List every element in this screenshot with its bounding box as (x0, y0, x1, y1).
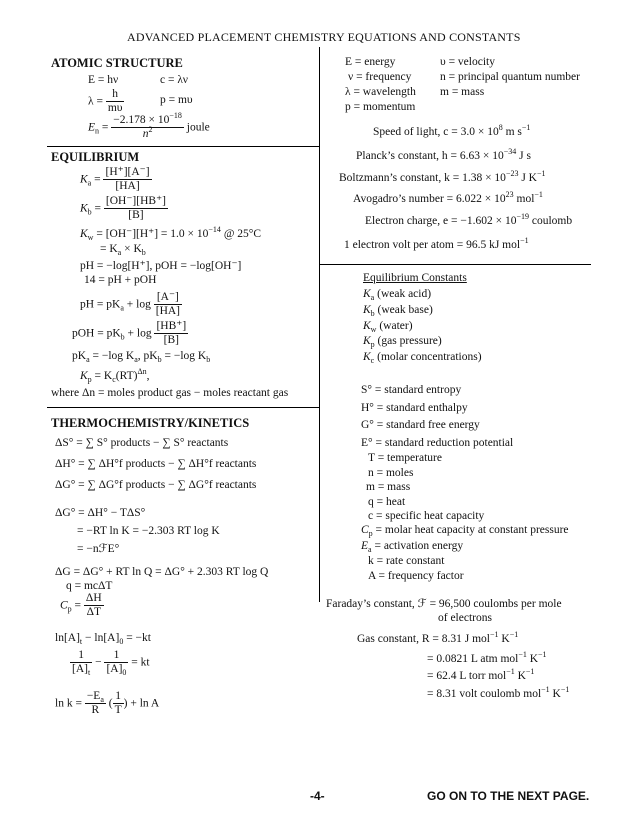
eq-kb: $K_b$ = $\frac{[OH^-][HB^+]}{[B]}$ (80, 195, 166, 222)
eq-cp: $C_p$ = $\frac{\Delta H}{\Delta T}$ (60, 592, 102, 619)
def-entropy: S° = standard entropy (361, 384, 462, 396)
eq-delta-s: ΔS° = ∑ S° products − ∑ S° reactants (55, 437, 229, 449)
def-activation-energy: $E_a$ = activation energy (361, 540, 464, 554)
eq-delta-h: ΔH° = ∑ ΔH°f products − ∑ ΔH°f reactants (55, 458, 257, 470)
eq-constants-heading: Equilibrium Constants (363, 272, 467, 284)
eqc-kw: $K_w$ (water) (363, 320, 413, 334)
eq-kw: $K_w = [OH^-][H^+] = 1.0 \times 10^{-14}$ @ 25°C (80, 225, 262, 242)
const-electron-charge: Electron charge, $e = -1.602 \times 10^{-19}$ coulomb (365, 212, 573, 227)
eq-henderson-ph: pH = $pK_a + \log$ $\frac{[A^-]}{[HA]}$ (80, 291, 181, 318)
eq-delta-g: ΔG° = ∑ ΔG°f products − ∑ ΔG°f reactants (55, 479, 257, 491)
const-avogadro: Avogadro’s number = $6.022 \times 10^{23}$ mol$^{-1}$ (353, 190, 543, 205)
def-energy: E = energy (345, 56, 396, 68)
def-molar-heat-capacity: $C_p$ = molar heat capacity at constant pressure (361, 524, 569, 538)
const-planck: Planck’s constant, $h = 6.63 \times 10^{-34}$ J s (356, 147, 531, 162)
eq-gibbs: ΔG° = ΔH° − TΔS° (55, 507, 146, 519)
const-gas-2: = 0.0821 L atm mol$^{-1}$ $K^{-1}$ (427, 650, 547, 665)
rule-constants-eqconst (319, 264, 591, 265)
rule-equilibrium-thermo (47, 407, 320, 408)
def-rate-constant: k = rate constant (368, 555, 445, 567)
eqc-ka: $K_a$ (weak acid) (363, 288, 432, 302)
def-mass-thermo: m = mass (366, 481, 411, 493)
thermo-heading: THERMOCHEMISTRY/KINETICS (51, 416, 250, 430)
def-frequency: ν = frequency (348, 71, 412, 83)
const-gas-3: = 62.4 L torr mol$^{-1}$ $K^{-1}$ (427, 667, 535, 682)
def-mass: m = mass (440, 86, 485, 98)
def-momentum: p = momentum (345, 101, 416, 113)
const-gas-4: = 8.31 volt coulomb mol$^{-1}$ $K^{-1}$ (427, 685, 570, 700)
def-temperature: T = temperature (368, 452, 442, 464)
def-heat: q = heat (368, 496, 406, 508)
eq-c-lv: c = λν (160, 74, 188, 86)
def-velocity: υ = velocity (440, 56, 495, 68)
eq-lambda: λ = $\frac{h}{m\upsilon}$ (88, 88, 123, 115)
eq-en: $E_n$ = $\frac{-2.178 \times 10^{-18}}{n^2}$ joule (88, 111, 210, 141)
def-enthalpy: H° = standard enthalpy (361, 402, 468, 414)
eq-ka: $K_a$ = $\frac{[H^+][A^-]}{[HA]}$ (80, 166, 150, 193)
eqc-kc: $K_c$ (molar concentrations) (363, 351, 482, 365)
const-faraday-cont: of electrons (438, 612, 492, 624)
const-faraday: Faraday’s constant, ℱ = 96,500 coulombs per mole (326, 598, 562, 610)
eq-gibbs-k: = −RT ln K = −2.303 RT log K (77, 525, 220, 537)
eq-henderson-poh: pOH = $pK_b + \log$ $\frac{[HB^+]}{[B]}$ (72, 320, 187, 347)
def-quantum-number: n = principal quantum number (440, 71, 580, 83)
next-page-note: GO ON TO THE NEXT PAGE. (427, 789, 590, 803)
eq-e-hv: E = hν (88, 74, 119, 86)
atomic-heading: ATOMIC STRUCTURE (51, 56, 183, 70)
eq-pka-pkb: $pK_a = -\log$ $K_a$, $pK_b = -\log$ $K_b$ (72, 350, 211, 364)
eq-second-order: $\frac{1}{[A]_t}$ − $\frac{1}{[A]_0}$ = kt (72, 649, 150, 678)
eq-delta-n: where Δn = moles product gas − moles reactant gas (51, 387, 289, 399)
eq-kp: $K_p = K_c(RT)^{\Delta n}$, (80, 367, 150, 384)
eq-gibbs-e: = −nℱE° (77, 543, 120, 555)
def-specific-heat: c = specific heat capacity (368, 510, 485, 522)
const-electron-volt: 1 electron volt per atom = 96.5 kJ mol$^{-1}$ (344, 236, 529, 251)
def-frequency-factor: A = frequency factor (368, 570, 464, 582)
def-wavelength: λ = wavelength (345, 86, 416, 98)
def-moles: n = moles (368, 467, 414, 479)
rule-atomic-equilibrium (47, 146, 320, 147)
eq-ph-poh: pH = −log[H⁺], pOH = −log[OH⁻] (80, 260, 242, 272)
eqc-kb: $K_b$ (weak base) (363, 304, 433, 318)
eq-kw-ka-kb: = $K_a \times K_b$ (100, 243, 146, 257)
equilibrium-heading: EQUILIBRIUM (51, 150, 140, 164)
page-header: ADVANCED PLACEMENT CHEMISTRY EQUATIONS AND CONSTANTS (127, 30, 521, 44)
def-free-energy: G° = standard free energy (361, 419, 480, 431)
const-boltzmann: Boltzmann’s constant, $k = 1.38 \times 10^{-23}$ J $K^{-1}$ (339, 169, 546, 184)
def-reduction-potential: E° = standard reduction potential (361, 437, 514, 449)
eq-heat: q = mcΔT (66, 580, 113, 592)
page-number: -4- (310, 789, 325, 803)
eqc-kp: $K_p$ (gas pressure) (363, 335, 442, 349)
const-speed-of-light: Speed of light, $c = 3.0 \times 10^8$ m $s^{-1}$ (373, 123, 531, 138)
eq-first-order: $\ln[A]_t - \ln[A]_0 = -kt$ (55, 632, 151, 646)
const-gas-1: Gas constant, R = 8.31 J mol$^{-1}$ $K^{-1}$ (357, 630, 519, 645)
column-divider (319, 47, 320, 602)
eq-p-mv: p = mυ (160, 94, 193, 106)
eq-gibbs-q: ΔG = ΔG° + RT ln Q = ΔG° + 2.303 RT log Q (55, 566, 269, 578)
eq-ph-14: 14 = pH + pOH (84, 274, 157, 286)
eq-arrhenius: ln k = $\frac{-E_a}{R}$ ( $\frac{1}{T}$ ) + ln A (55, 690, 160, 717)
